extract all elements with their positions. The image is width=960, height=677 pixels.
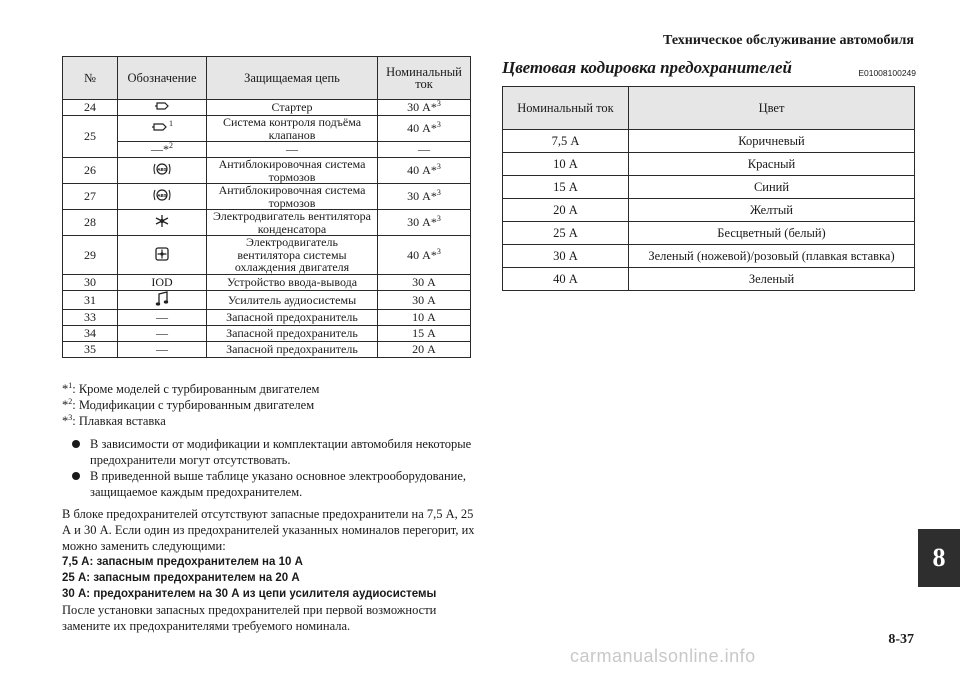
fuse-symbol	[118, 342, 207, 358]
fuse-row	[63, 158, 471, 184]
fuse-number: 30	[63, 274, 118, 290]
rated-current: 10 А	[503, 153, 629, 176]
rated-current: 25 А	[503, 222, 629, 245]
intro-paragraph: В блоке предохранителей отсутствуют запасные предохранители на 7,5 А, 25 А и 30 А. Если один из предохранителей указанных номиналов перегорит, их можно заменить следующими:	[62, 507, 475, 553]
fuse-row	[63, 142, 471, 158]
fuse-number: 29	[63, 236, 118, 275]
fuse-circuit: Запасной предохранитель	[207, 326, 378, 342]
fuse-number: 26	[63, 158, 118, 184]
color-row	[503, 130, 915, 153]
fuse-color: Красный	[629, 153, 915, 176]
current-value: 30 А*	[407, 100, 437, 115]
fuse-symbol	[118, 210, 207, 236]
footnote-text: : Модификации с турбированным двигателем	[72, 398, 315, 412]
note-item: В приведенной выше таблице указано основное электрооборудование, защищаемое каждым предохранителем.	[70, 468, 480, 500]
fuse-circuit: Электродвигатель вентилятора системы охлаждения двигателя	[207, 236, 378, 275]
fuse-number: 28	[63, 210, 118, 236]
symbol-text: —	[156, 326, 168, 341]
rated-current: 20 А	[503, 199, 629, 222]
fuse-number: 25	[63, 116, 118, 158]
symbol-text: —	[156, 342, 168, 357]
fuse-current	[378, 184, 471, 210]
notes-list	[70, 436, 480, 500]
fuse-circuit: Антиблокировочная система тормозов	[207, 184, 378, 210]
current-footnote-ref: 3	[436, 188, 441, 198]
fuse-row	[63, 100, 471, 116]
fuse-circuit: Система контроля подъёма клапанов	[207, 116, 378, 142]
fuse-circuit: Запасной предохранитель	[207, 310, 378, 326]
fuse-color: Зеленый	[629, 268, 915, 291]
svg-text:ABS: ABS	[157, 167, 167, 173]
fuse-color: Коричневый	[629, 130, 915, 153]
starter-icon	[154, 100, 170, 115]
footnote-number: 1	[68, 380, 73, 390]
fuse-current	[378, 326, 471, 342]
footnote-mark: *	[62, 414, 69, 428]
valve-control-icon	[151, 121, 169, 136]
fuse-current	[378, 100, 471, 116]
fuse-color: Бесцветный (белый)	[629, 222, 915, 245]
footnote	[62, 413, 319, 429]
fuse-symbol	[118, 116, 207, 142]
note-item: В зависимости от модификации и комплектации автомобиля некоторые предохранители могут отсутствовать.	[70, 436, 480, 468]
col-color: Цвет	[629, 87, 915, 130]
fuse-row	[63, 184, 471, 210]
footnote-text: : Кроме моделей с турбированным двигателем	[72, 382, 320, 396]
col-number: №	[63, 57, 118, 100]
footnote-mark: *	[62, 382, 69, 396]
svg-text:ABS: ABS	[157, 193, 167, 199]
footnote	[62, 381, 319, 397]
current-value: 30 А*	[407, 215, 437, 230]
spare-fuse-text	[62, 506, 482, 634]
symbol-text: —*	[151, 142, 169, 157]
rated-current: 40 А	[503, 268, 629, 291]
rule-line: 30 А: предохранителем на 30 А из цепи усилителя аудиосистемы	[62, 588, 437, 600]
fuse-number: 35	[63, 342, 118, 358]
color-row	[503, 176, 915, 199]
fuse-current	[378, 290, 471, 310]
fuse-circuit: Электродвигатель вентилятора конденсатора	[207, 210, 378, 236]
current-value: —	[418, 142, 430, 157]
current-value: 30 А	[412, 292, 436, 307]
footnote-number: 3	[68, 412, 73, 422]
fuse-number: 31	[63, 290, 118, 310]
fuse-current	[378, 274, 471, 290]
header-title: Техническое обслуживание автомобиля	[663, 33, 914, 48]
fuse-symbol	[118, 142, 207, 158]
color-row	[503, 245, 915, 268]
rated-current: 30 А	[503, 245, 629, 268]
symbol-footnote-ref: 1	[169, 119, 173, 129]
condenser-fan-icon	[154, 214, 170, 231]
fuse-number: 34	[63, 326, 118, 342]
rated-current: 15 А	[503, 176, 629, 199]
current-footnote-ref: 3	[436, 120, 441, 130]
fuse-current	[378, 116, 471, 142]
fuse-row	[63, 342, 471, 358]
current-value: 30 А*	[407, 189, 437, 204]
chapter-tab[interactable]: 8	[918, 529, 960, 587]
symbol-footnote-ref: 2	[169, 141, 173, 151]
color-row	[503, 268, 915, 291]
fuse-row	[63, 116, 471, 142]
current-value: 20 А	[412, 342, 436, 357]
fuse-number: 24	[63, 100, 118, 116]
fuse-row	[63, 310, 471, 326]
col-symbol: Обозначение	[118, 57, 207, 100]
footnotes	[62, 381, 319, 429]
fuse-row	[63, 210, 471, 236]
footnote-text: : Плавкая вставка	[72, 414, 166, 428]
current-value: 40 А*	[407, 121, 437, 136]
section-code: E01008100249	[858, 68, 916, 78]
current-value: 40 А*	[407, 163, 437, 178]
color-code-table	[502, 86, 915, 291]
outro-paragraph: После установки запасных предохранителей при первой возможности замените их предохранителями требуемого номинала.	[62, 603, 437, 633]
fuse-row	[63, 274, 471, 290]
watermark: carmanualsonline.info	[570, 646, 756, 666]
fuse-number: 27	[63, 184, 118, 210]
rated-current: 7,5 А	[503, 130, 629, 153]
current-footnote-ref: 3	[436, 162, 441, 172]
section-title: Цветовая кодировка предохранителей	[502, 58, 792, 77]
music-note-icon	[155, 291, 169, 310]
current-value: 40 А*	[407, 247, 437, 262]
fuse-circuit: Усилитель аудиосистемы	[207, 290, 378, 310]
fuse-current	[378, 236, 471, 275]
fuse-symbol	[118, 184, 207, 210]
footnote	[62, 397, 319, 413]
fuse-symbol	[118, 310, 207, 326]
symbol-text: —	[156, 310, 168, 325]
fuse-symbol	[118, 236, 207, 275]
abs-icon	[153, 162, 171, 179]
fuse-table	[62, 56, 471, 358]
rule-line: 25 А: запасным предохранителем на 20 А	[62, 572, 300, 584]
fuse-circuit: Антиблокировочная система тормозов	[207, 158, 378, 184]
fuse-color: Синий	[629, 176, 915, 199]
fuse-color: Желтый	[629, 199, 915, 222]
color-row	[503, 153, 915, 176]
fuse-symbol	[118, 158, 207, 184]
fuse-symbol	[118, 326, 207, 342]
fuse-row	[63, 236, 471, 275]
fuse-current	[378, 158, 471, 184]
fuse-number: 33	[63, 310, 118, 326]
radiator-fan-icon	[154, 246, 170, 265]
page-number: 8-37	[888, 632, 914, 647]
fuse-row	[63, 290, 471, 310]
fuse-circuit: Устройство ввода-вывода	[207, 274, 378, 290]
fuse-circuit: Запасной предохранитель	[207, 342, 378, 358]
fuse-current	[378, 310, 471, 326]
current-footnote-ref: 3	[436, 246, 441, 256]
col-current: Номинальный ток	[378, 57, 471, 100]
current-footnote-ref: 3	[436, 99, 441, 109]
abs-icon	[153, 188, 171, 205]
current-footnote-ref: 3	[436, 214, 441, 224]
footnote-number: 2	[68, 396, 73, 406]
fuse-symbol	[118, 290, 207, 310]
fuse-circuit: Стартер	[207, 100, 378, 116]
col-rated-current: Номинальный ток	[503, 87, 629, 130]
symbol-text: IOD	[151, 274, 173, 289]
color-row	[503, 199, 915, 222]
fuse-current	[378, 142, 471, 158]
fuse-row	[63, 326, 471, 342]
footnote-mark: *	[62, 398, 69, 412]
current-value: 30 А	[412, 274, 436, 289]
fuse-color: Зеленый (ножевой)/розовый (плавкая вставка)	[629, 245, 915, 268]
fuse-symbol	[118, 100, 207, 116]
rule-line: 7,5 А: запасным предохранителем на 10 А	[62, 556, 303, 568]
col-circuit: Защищаемая цепь	[207, 57, 378, 100]
fuse-symbol	[118, 274, 207, 290]
fuse-current	[378, 210, 471, 236]
current-value: 10 А	[412, 310, 436, 325]
fuse-circuit: —	[207, 142, 378, 158]
fuse-current	[378, 342, 471, 358]
current-value: 15 А	[412, 326, 436, 341]
color-row	[503, 222, 915, 245]
